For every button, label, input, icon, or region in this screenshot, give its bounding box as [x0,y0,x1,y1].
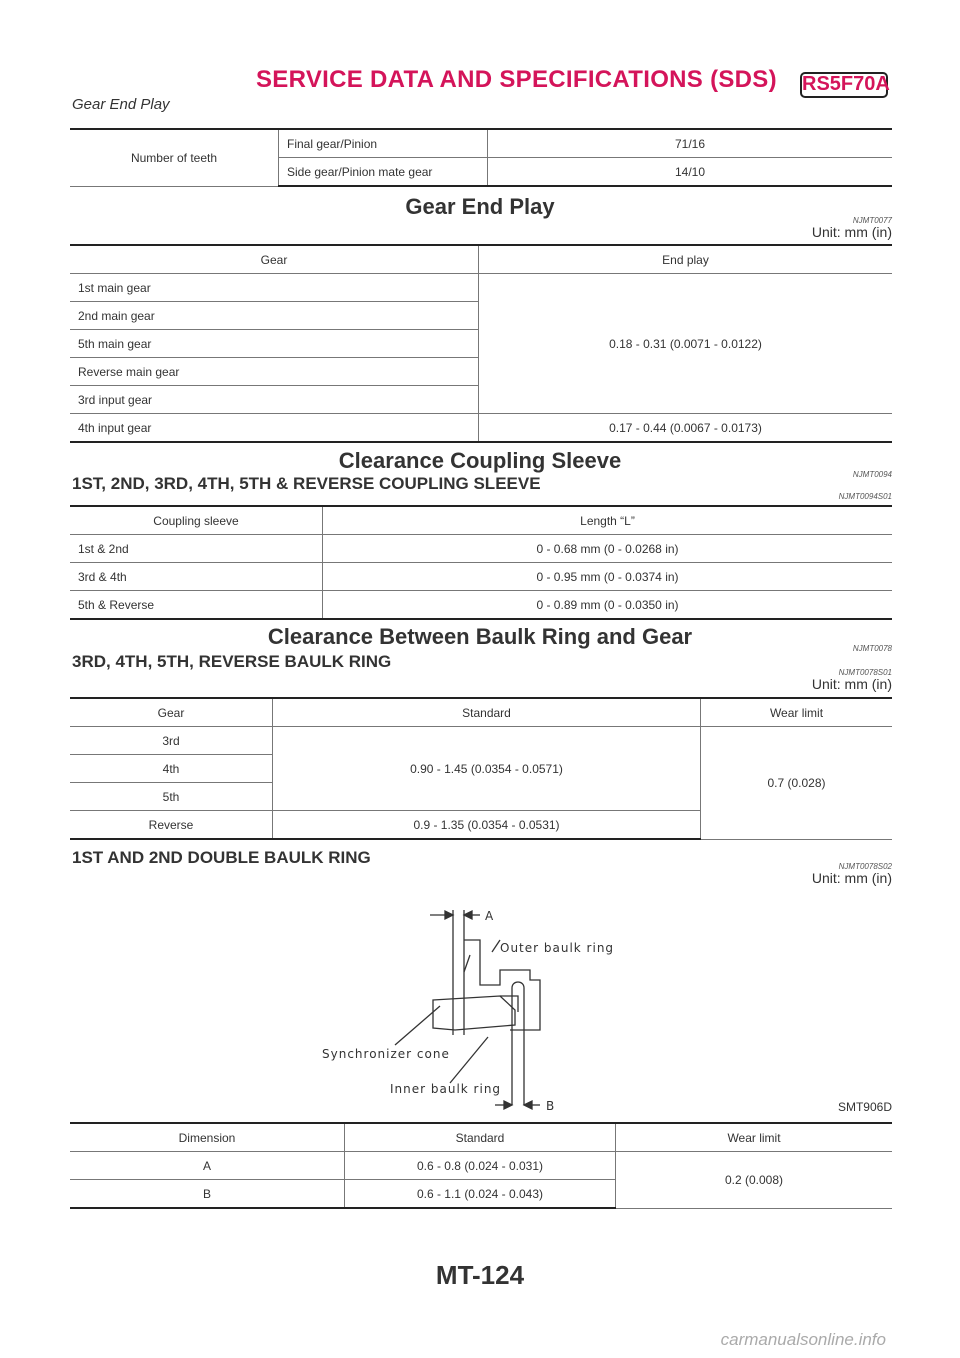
gear-cell: Reverse [70,811,273,840]
teeth-row-label: Number of teeth [70,129,279,186]
subsection-code: NJMT0078S02 [838,862,892,871]
unit-label: Unit: mm (in) [811,676,892,692]
teeth-value: 14/10 [488,158,893,187]
table-row [70,563,892,591]
table-header-row [70,245,892,274]
table-header-row [70,506,892,535]
table-row [70,414,892,443]
gear-cell: 5th main gear [70,330,479,358]
page-number: MT-124 [435,1260,525,1290]
length-cell: 0 - 0.89 mm (0 - 0.0350 in) [323,591,893,620]
gear-cell: 3rd input gear [70,386,479,414]
gear-end-play-table [70,244,892,443]
table-row [70,591,892,620]
table-header-row [70,1123,892,1152]
arrowhead [464,911,472,919]
outer-ring-slash [464,955,470,972]
label-b: B [546,1099,556,1113]
figure-code: SMT906D [837,1100,892,1114]
synchronizer-cone-shape [433,996,515,1030]
gear-cell: 1st main gear [70,274,479,302]
subheading-double-baulk-ring: 1ST AND 2ND DOUBLE BAULK RING [72,848,371,867]
standard-shared-value: 0.90 - 1.45 (0.0354 - 0.0571) [273,727,701,811]
col-header-wear-limit: Wear limit [616,1123,893,1152]
leader-outer [492,940,500,952]
baulk-ring-diagram [300,900,660,1120]
gear-cell: 4th input gear [70,414,479,443]
table-row [70,727,892,755]
col-header-dimension: Dimension [70,1123,345,1152]
col-header-length: Length “L” [323,506,893,535]
label-outer-baulk-ring: Outer baulk ring [500,941,615,955]
teeth-item: Side gear/Pinion mate gear [279,158,488,187]
double-baulk-ring-table [70,1122,892,1209]
page-header-title: SERVICE DATA AND SPECIFICATIONS (SDS) [256,66,777,93]
wear-limit-value: 0.7 (0.028) [701,727,893,840]
col-header-standard: Standard [345,1123,616,1152]
model-badge: RS5F70A [800,72,888,98]
baulk-ring-table [70,697,892,840]
label-inner-baulk-ring: Inner baulk ring [390,1082,502,1096]
sleeve-cell: 3rd & 4th [70,563,323,591]
table-row [70,1152,892,1180]
col-header-standard: Standard [273,698,701,727]
sleeve-cell: 5th & Reverse [70,591,323,620]
teeth-table [70,128,892,187]
subheading-coupling-sleeve: 1ST, 2ND, 3RD, 4TH, 5TH & REVERSE COUPLING SLEEVE [72,474,541,493]
section-heading-baulk-ring: Clearance Between Baulk Ring and Gear [267,624,693,649]
label-synchronizer-cone: Synchronizer cone [322,1047,450,1061]
label-a: A [485,909,495,923]
gear-cell: Reverse main gear [70,358,479,386]
arrowhead [445,911,453,919]
section-code: NJMT0077 [852,216,892,225]
sleeve-cell: 1st & 2nd [70,535,323,563]
subheading-baulk-ring: 3RD, 4TH, 5TH, REVERSE BAULK RING [72,652,392,671]
gear-cell: 5th [70,783,273,811]
section-heading-gear-end-play: Gear End Play [405,194,555,219]
standard-cell: 0.6 - 0.8 (0.024 - 0.031) [345,1152,616,1180]
gear-cell: 3rd [70,727,273,755]
leader-inner [450,1037,488,1083]
wear-limit-value: 0.2 (0.008) [616,1152,893,1209]
unit-label: Unit: mm (in) [811,870,892,886]
section-code: NJMT0078 [852,644,892,653]
teeth-item: Final gear/Pinion [279,129,488,158]
length-cell: 0 - 0.68 mm (0 - 0.0268 in) [323,535,893,563]
table-row [70,129,892,158]
dimension-cell: A [70,1152,345,1180]
col-header-gear: Gear [70,698,273,727]
coupling-sleeve-table [70,505,892,620]
col-header-coupling-sleeve: Coupling sleeve [70,506,323,535]
col-header-end-play: End play [479,245,893,274]
page-header-subtitle: Gear End Play [72,96,170,113]
col-header-wear-limit: Wear limit [701,698,893,727]
table-header-row [70,698,892,727]
standard-cell: 0.6 - 1.1 (0.024 - 0.043) [345,1180,616,1209]
unit-label: Unit: mm (in) [811,224,892,240]
standard-value: 0.9 - 1.35 (0.0354 - 0.0531) [273,811,701,840]
length-cell: 0 - 0.95 mm (0 - 0.0374 in) [323,563,893,591]
subsection-code: NJMT0078S01 [838,668,892,677]
arrowhead [504,1101,512,1109]
gear-cell: 4th [70,755,273,783]
dimension-cell: B [70,1180,345,1209]
section-code: NJMT0094 [852,470,892,479]
arrowhead [524,1101,532,1109]
teeth-value: 71/16 [488,129,893,158]
table-row [70,274,892,302]
gear-cell: 2nd main gear [70,302,479,330]
section-heading-coupling-sleeve: Clearance Coupling Sleeve [338,448,622,473]
end-play-value: 0.17 - 0.44 (0.0067 - 0.0173) [479,414,893,443]
end-play-shared-value: 0.18 - 0.31 (0.0071 - 0.0122) [479,274,893,414]
col-header-gear: Gear [70,245,479,274]
subsection-code: NJMT0094S01 [838,492,892,501]
table-row [70,535,892,563]
footer-url[interactable]: carmanualsonline.info [720,1330,886,1349]
